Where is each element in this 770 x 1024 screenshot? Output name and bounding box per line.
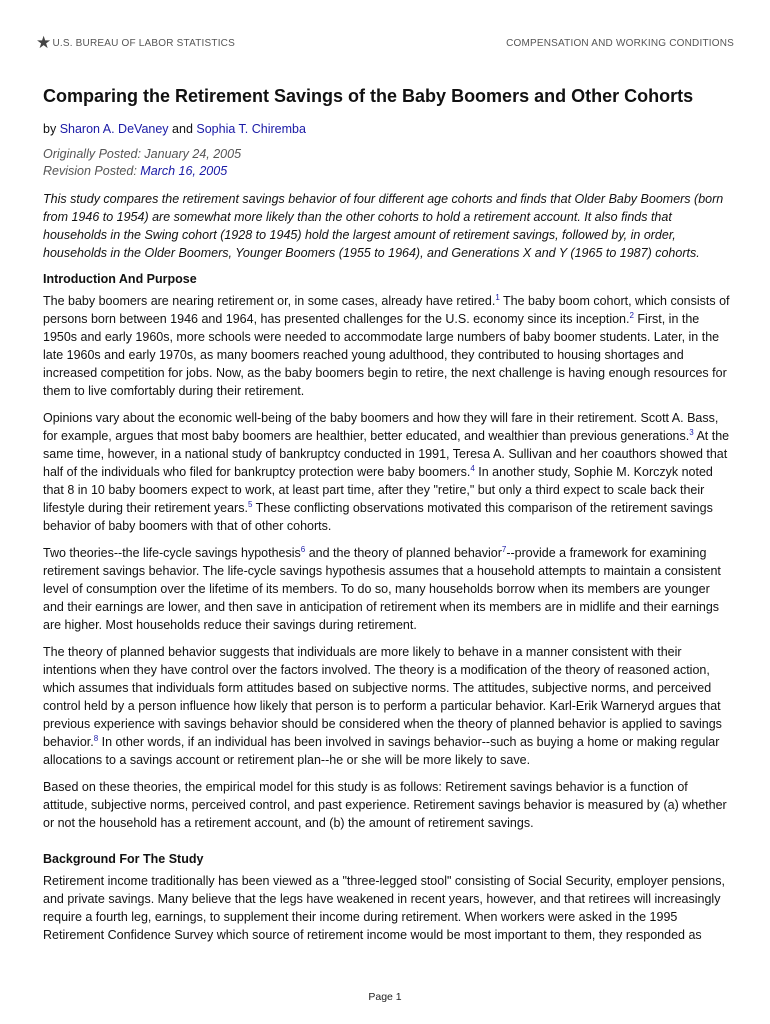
footnote-link[interactable]: 3 — [689, 428, 694, 437]
paragraph: Retirement income traditionally has been viewed as a "three-legged stool" consisting of Social Security, employer pensions, and private savings. Many believe that the legs have weakened in recent years, however, and that retirees will increasingly require a fourth leg, earnings, to supplement their income during retirement. When workers were asked in the 1995 Retirement Confidence Survey which source of retirement income would be most important to them, they responded as — [43, 874, 725, 942]
revision-posted — [43, 163, 733, 180]
footnote-link[interactable]: 6 — [300, 545, 306, 554]
section-heading-introduction: Introduction And Purpose — [43, 272, 197, 286]
original-posted: Originally Posted: January 24, 2005 — [43, 147, 242, 161]
byline-prefix: by — [43, 122, 57, 136]
footnote-link[interactable]: 8 — [93, 734, 99, 743]
revision-date-link[interactable]: March 16, 2005 — [140, 164, 228, 178]
byline — [43, 121, 733, 137]
posted-dates — [43, 146, 733, 180]
section-header: COMPENSATION AND WORKING CONDITIONS — [506, 38, 734, 49]
star-icon: ★ — [36, 33, 52, 52]
author-link-chiremba[interactable]: Sophia T. Chiremba — [196, 122, 306, 136]
section-heading-background: Background For The Study — [43, 852, 204, 866]
paragraph: Based on these theories, the empirical model for this study is as follows: Retirement savings behavior is a function of attitude, subjective norms, perceived control, and past experience. Retirement savings behavior is measured by (a) whether or not the household has a retirement account, and (b) the amount of retirement savings. — [43, 780, 727, 830]
abstract: This study compares the retirement savings behavior of four different age cohorts and finds that Older Baby Boomers (born from 1946 to 1954) are somewhat more likely than the other cohorts to hold a retirement account. It also finds that households in the Swing cohort (1928 to 1945) hold the largest amount of retirement savings, followed by, in order, households in the Older Boomers, Younger Boomers (1955 to 1964), and Generations X and Y (1965 to 1987) cohorts. — [43, 192, 724, 260]
article-title: Comparing the Retirement Savings of the Baby Boomers and Other Cohorts — [43, 86, 694, 106]
footnote-link[interactable]: 5 — [247, 500, 253, 509]
article — [43, 84, 733, 953]
agency-header — [36, 33, 235, 52]
paragraph: The baby boomers are nearing retirement or, in some cases, already have retired.$^1$ The baby boom cohort, which consists of persons born between 1946 and 1964, has presented challenges for the U.S. economy since its inception.$^2$ First, in the 1950s and early 1960s, more schools were needed to accommodate large numbers of baby boomer students. Later, in the late 1960s and early 1970s, as many boomers reached young adulthood, they contributed to housing shortages and increased competition for jobs. Now, as the baby boomers begin to retire, the next challenge is having enough resources for them to live comfortably during their retirement. — [43, 293, 730, 398]
byline-joiner: and — [172, 122, 193, 136]
paragraph: The theory of planned behavior suggests that individuals are more likely to behave in a manner consistent with their intentions when they have control over the factors involved. The theory is a modification of the theory of reasoned action, which assumes that individuals form attitudes based on subjective norms. The attitudes, subjective norms, and perceived control held by a person influence how likely that person is to perform a particular behavior. Karl-Erik Warneryd argues that previous experience with savings behavior should be considered when the theory of planned behavior is applied to savings behavior.$^8$ In other words, if an individual has been involved in savings behavior--such as buying a home or making regular allocations to a savings account or retirement plan--he or she will be more likely to save. — [43, 645, 722, 767]
footnote-link[interactable]: 7 — [501, 545, 507, 554]
footnote-link[interactable]: 2 — [629, 311, 634, 320]
revision-label: Revision Posted: — [43, 164, 137, 178]
paragraph: Opinions vary about the economic well-being of the baby boomers and how they will fare in their retirement. Scott A. Bass, for example, argues that most baby boomers are healthier, better educated, and wealthier than previous generations.$^3$ At the same time, however, in a national study of bankruptcy conducted in 1991, Teresa A. Sullivan and her coauthors showed that half of the individuals who filed for bankruptcy protection were baby boomers.$^4$ In another study, Sophie M. Korczyk noted that 8 in 10 baby boomers expect to work, at least part time, after they "retire," but only a third expect to scale back their lifestyle during their retirement years.$^5$ These conflicting observations motivated this comparison of the retirement savings behavior of baby boomers with that of other cohorts. — [43, 411, 730, 533]
footnote-link[interactable]: 1 — [495, 293, 500, 302]
paragraph: Two theories--the life-cycle savings hypothesis$^6$ and the theory of planned behavior$^7$--provide a framework for examining retirement savings behavior. The life-cycle savings hypothesis assumes that a household attempts to maintain a consistent level of consumption over the lifetime of its members. To do so, many households borrow when its members are younger and their earnings are lower, and then save in anticipation of retirement when its members are in midlife and their earnings are higher. Most households reduce their savings during retirement. — [43, 545, 721, 632]
page-number: Page 1 — [368, 991, 402, 1003]
author-link-devaney[interactable]: Sharon A. DeVaney — [59, 122, 169, 136]
agency-name: U.S. BUREAU OF LABOR STATISTICS — [52, 38, 235, 49]
footnote-link[interactable]: 4 — [470, 464, 475, 473]
